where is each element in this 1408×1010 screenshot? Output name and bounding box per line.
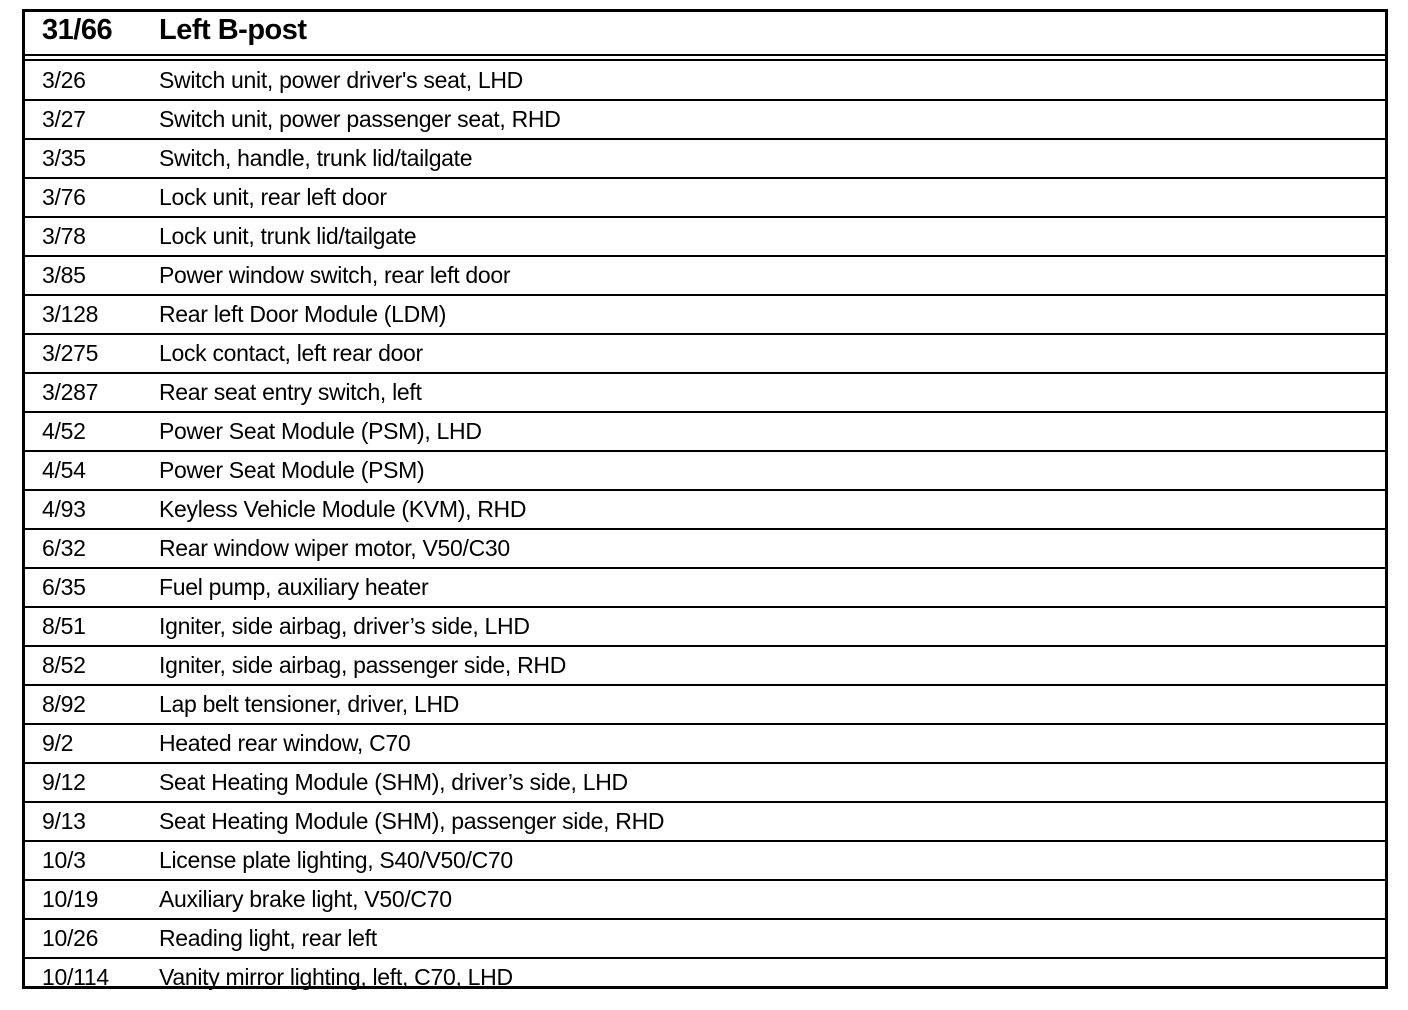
row-code: 8/92 [42, 691, 86, 717]
table-body [25, 62, 1385, 998]
row-description: Igniter, side airbag, passenger side, RHD [159, 652, 567, 678]
table-row [25, 881, 1385, 920]
table-row [25, 764, 1385, 803]
row-description: License plate lighting, S40/V50/C70 [159, 847, 513, 873]
row-description: Heated rear window, C70 [159, 730, 411, 756]
row-description: Power window switch, rear left door [159, 262, 511, 288]
table-row [25, 296, 1385, 335]
row-code: 3/287 [42, 379, 99, 405]
row-code: 4/93 [42, 496, 86, 522]
row-code: 3/35 [42, 145, 86, 171]
table-header [25, 12, 1385, 54]
table-row [25, 647, 1385, 686]
component-table [22, 9, 1388, 989]
row-code: 3/275 [42, 340, 99, 366]
row-code: 9/12 [42, 769, 86, 795]
row-description: Rear left Door Module (LDM) [159, 301, 447, 327]
table-row [25, 686, 1385, 725]
row-description: Reading light, rear left [159, 925, 377, 951]
table-row [25, 491, 1385, 530]
row-code: 3/26 [42, 67, 86, 93]
table-row [25, 959, 1385, 998]
row-code: 10/19 [42, 886, 99, 912]
row-description: Rear seat entry switch, left [159, 379, 422, 405]
row-description: Vanity mirror lighting, left, C70, LHD [159, 964, 513, 990]
row-description: Rear window wiper motor, V50/C30 [159, 535, 510, 561]
table-row [25, 257, 1385, 296]
table-row [25, 374, 1385, 413]
row-description: Power Seat Module (PSM) [159, 457, 425, 483]
row-description: Fuel pump, auxiliary heater [159, 574, 429, 600]
table-row [25, 413, 1385, 452]
row-code: 9/13 [42, 808, 86, 834]
row-code: 10/3 [42, 847, 86, 873]
row-code: 3/27 [42, 106, 86, 132]
row-description: Igniter, side airbag, driver’s side, LHD [159, 613, 530, 639]
header-divider [25, 54, 1385, 61]
row-description: Lock unit, trunk lid/tailgate [159, 223, 417, 249]
row-code: 10/114 [42, 964, 109, 990]
row-description: Lock unit, rear left door [159, 184, 387, 210]
row-description: Switch unit, power driver's seat, LHD [159, 67, 523, 93]
row-code: 8/52 [42, 652, 86, 678]
row-code: 4/54 [42, 457, 86, 483]
table-row [25, 920, 1385, 959]
row-code: 9/2 [42, 730, 74, 756]
row-description: Keyless Vehicle Module (KVM), RHD [159, 496, 527, 522]
row-code: 3/128 [42, 301, 99, 327]
row-description: Seat Heating Module (SHM), passenger side, RHD [159, 808, 665, 834]
row-code: 3/78 [42, 223, 86, 249]
row-code: 4/52 [42, 418, 86, 444]
table-row [25, 62, 1385, 101]
row-code: 3/76 [42, 184, 86, 210]
table-row [25, 101, 1385, 140]
row-description: Switch, handle, trunk lid/tailgate [159, 145, 473, 171]
row-description: Auxiliary brake light, V50/C70 [159, 886, 452, 912]
row-description: Seat Heating Module (SHM), driver’s side, LHD [159, 769, 628, 795]
header-code: 31/66 [42, 14, 113, 46]
table-row [25, 803, 1385, 842]
table-row [25, 179, 1385, 218]
table-row [25, 725, 1385, 764]
row-code: 6/32 [42, 535, 86, 561]
table-row [25, 530, 1385, 569]
header-title: Left B-post [159, 14, 307, 46]
row-code: 8/51 [42, 613, 86, 639]
row-description: Lock contact, left rear door [159, 340, 423, 366]
row-code: 3/85 [42, 262, 86, 288]
table-row [25, 569, 1385, 608]
table-row [25, 140, 1385, 179]
table-row [25, 452, 1385, 491]
table-row [25, 608, 1385, 647]
row-description: Switch unit, power passenger seat, RHD [159, 106, 561, 132]
table-row [25, 218, 1385, 257]
row-description: Power Seat Module (PSM), LHD [159, 418, 482, 444]
table-row [25, 842, 1385, 881]
row-description: Lap belt tensioner, driver, LHD [159, 691, 460, 717]
row-code: 10/26 [42, 925, 99, 951]
row-code: 6/35 [42, 574, 86, 600]
table-row [25, 335, 1385, 374]
